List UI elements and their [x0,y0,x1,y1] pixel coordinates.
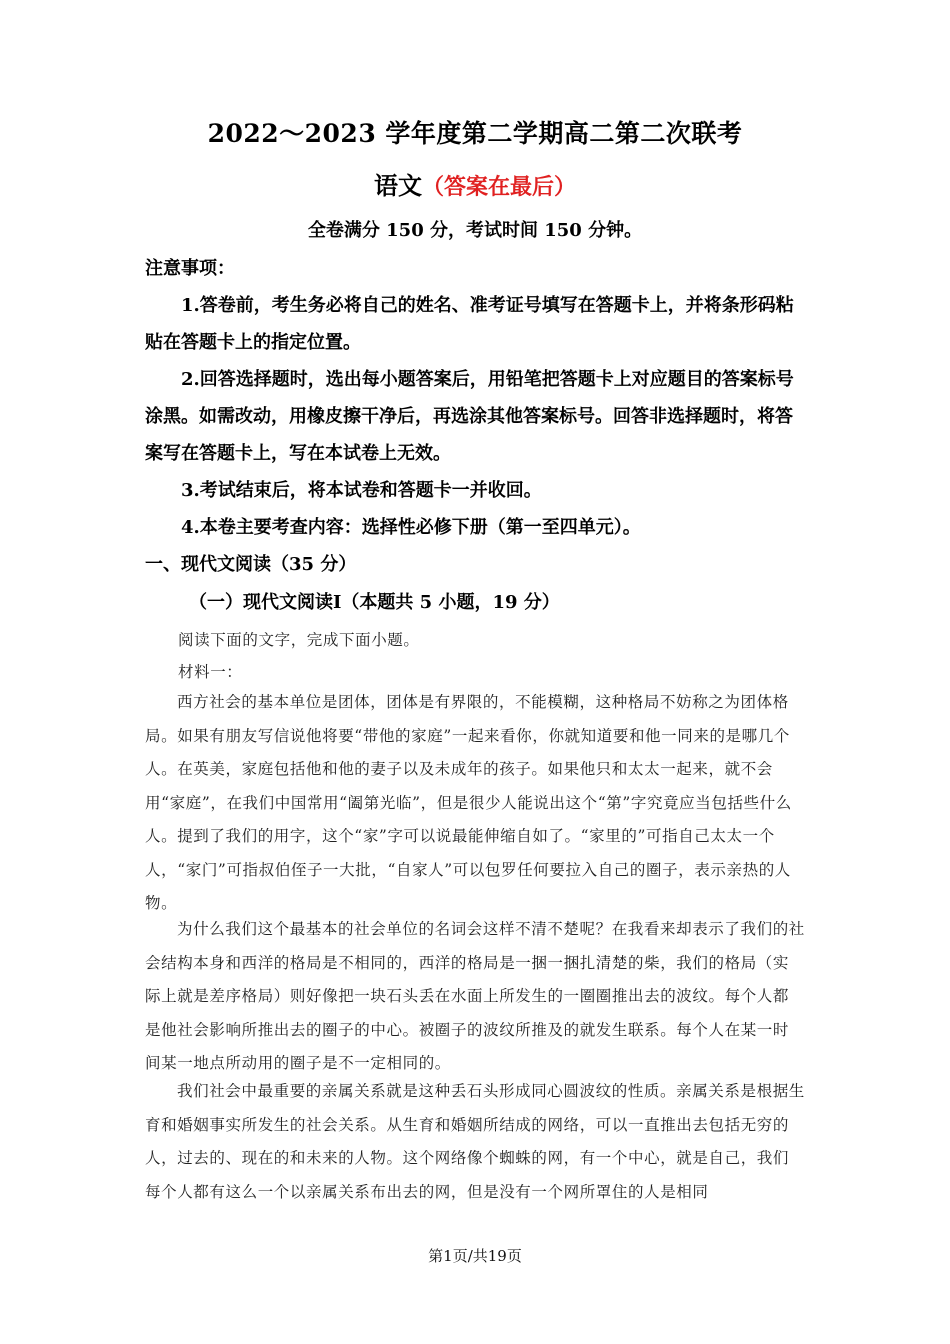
notice-item-1: 1.答卷前，考生务必将自己的姓名、准考证号填写在答题卡上，并将条形码粘贴在答题卡上的指定位置。 [145,295,794,353]
section-title: 一、现代文阅读（35 分） [145,554,357,575]
subsection-title: （一）现代文阅读Ⅰ（本题共 5 小题，19 分） [189,592,560,613]
paragraph-1: 西方社会的基本单位是团体，团体是有界限的，不能模糊，这种格局不妨称之为团体格局。如果有朋友写信说他将要“带他的家庭”一起来看你，你就知道要和他一同来的是哪几个人。在英美，家庭包括他和他的妻子以及未成年的孩子。如果他只和太太一起来，就不会用“家庭”，在我们中国常用“阖第光临”，但是很少人能说出这个“第”字究竟应当包括些什么人。提到了我们的用字，这个“家”字可以说最能伸缩自如了。“家里的”可指自己太太一个人，“家门”可指叔伯侄子一大批，“自家人”可以包罗任何要拉入自己的圈子，表示亲热的人物。 [145,693,792,912]
paragraph-3: 我们社会中最重要的亲属关系就是这种丢石头形成同心圆波纹的性质。亲属关系是根据生育和婚姻事实所发生的社会关系。从生育和婚姻所结成的网络，可以一直推出去包括无穷的人，过去的、现在的和未来的人物。这个网络像个蜘蛛的网，有一个中心，就是自己，我们每个人都有这么一个以亲属关系布出去的网，但是没有一个网所罩住的人是相同 [145,1082,805,1201]
reading-instruction: 阅读下面的文字，完成下面小题。 [178,631,420,649]
exam-info: 全卷满分 150 分，考试时间 150 分钟。 [307,220,643,241]
material-label: 材料一： [178,663,243,681]
exam-title: 2022～2023 学年度第二学期高二第二次联考 [207,119,743,148]
subject-line [0,166,950,201]
answer-note: （答案在最后） [421,174,576,200]
notice-title: 注意事项： [145,258,235,279]
page-number: 第1页/共19页 [428,1247,522,1265]
notice-item-2: 2.回答选择题时，选出每小题答案后，用铅笔把答题卡上对应题目的答案标号涂黑。如需改动，用橡皮擦干净后，再选涂其他答案标号。回答非选择题时，将答案写在答题卡上，写在本试卷上无效。 [145,369,794,464]
subject-name: 语文 [373,171,422,200]
notice-item-4: 4.本卷主要考查内容：选择性必修下册（第一至四单元）。 [181,517,641,538]
paragraph-2: 为什么我们这个最基本的社会单位的名词会这样不清不楚呢？在我看来却表示了我们的社会结构本身和西洋的格局是不相同的，西洋的格局是一捆一捆扎清楚的柴，我们的格局（实际上就是差序格局）则好像把一块石头丢在水面上所发生的一圈圈推出去的波纹。每个人都是他社会影响所推出去的圈子的中心。被圈子的波纹所推及的就发生联系。每个人在某一时间某一地点所动用的圈子是不一定相同的。 [145,920,805,1072]
notice-item-3: 3.考试结束后，将本试卷和答题卡一并收回。 [181,480,542,501]
